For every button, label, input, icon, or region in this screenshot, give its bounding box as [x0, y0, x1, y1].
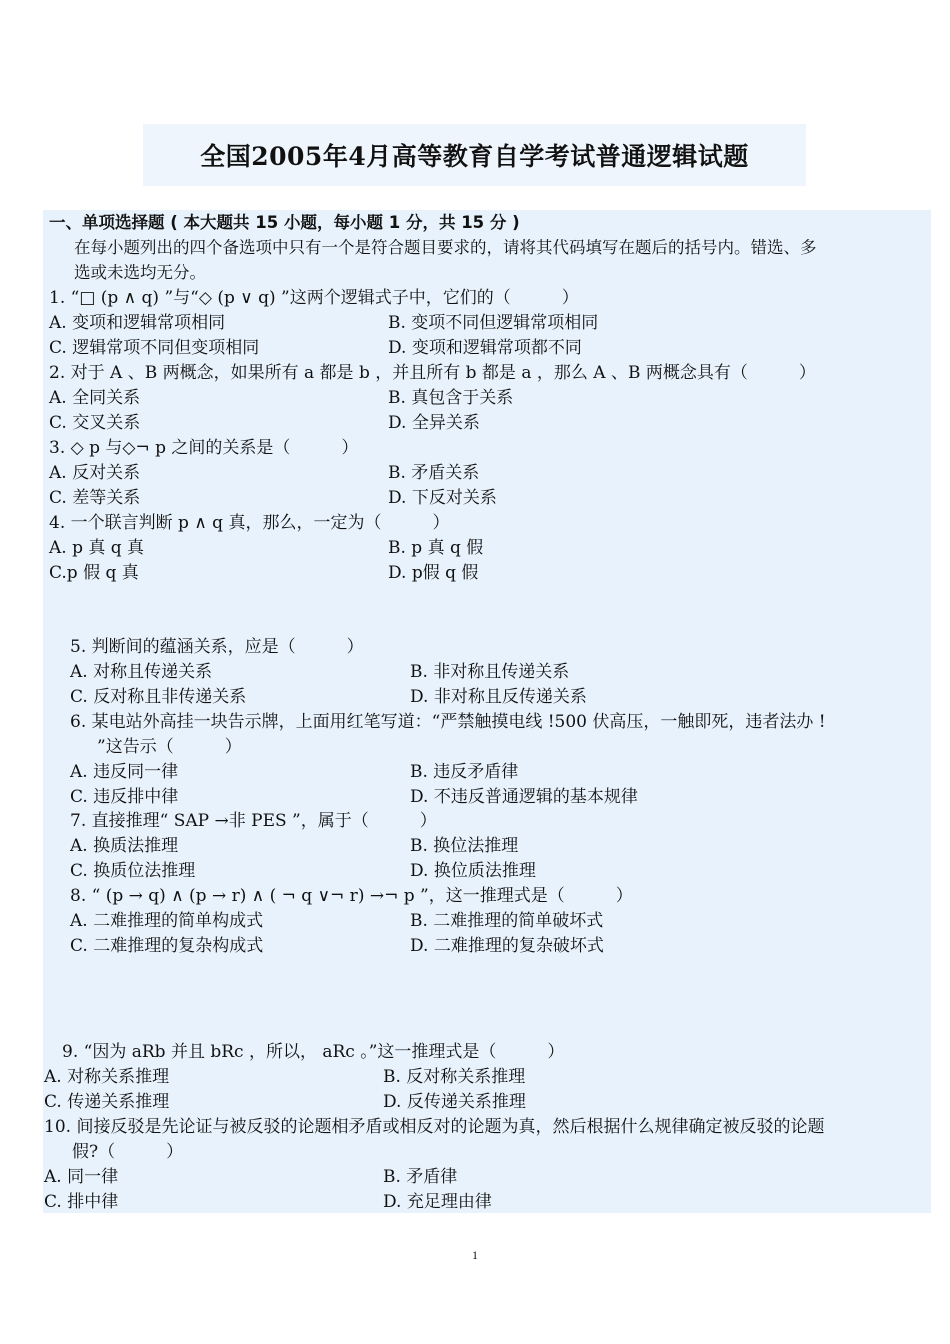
- question-4-option-d: D. p假 q 假: [388, 563, 479, 583]
- title-box: [143, 124, 806, 186]
- question-1-option-c: C. 逻辑常项不同但变项相同: [49, 338, 260, 358]
- question-9-stem: 9. “因为 aRb 并且 bRc ，所以， aRc 。”这一推理式是（ ）: [62, 1042, 565, 1062]
- question-9-option-c: C. 传递关系推理: [44, 1092, 170, 1112]
- question-9-option-b: B. 反对称关系推理: [383, 1067, 526, 1087]
- question-1-option-a: A. 变项和逻辑常项相同: [49, 313, 226, 333]
- question-8-option-b: B. 二难推理的简单破坏式: [410, 911, 604, 931]
- question-4-stem: 4. 一个联言判断 p ∧ q 真，那么，一定为（ ）: [49, 513, 450, 533]
- question-5-option-b: B. 非对称且传递关系: [410, 662, 570, 682]
- question-5-option-d: D. 非对称且反传递关系: [410, 687, 587, 707]
- question-2-option-c: C. 交叉关系: [49, 413, 141, 433]
- question-7-stem: 7. 直接推理“ SAP →非 PES ”，属于（ ）: [70, 811, 437, 831]
- question-2-option-a: A. 全同关系: [49, 388, 141, 408]
- question-2-option-b: B. 真包含于关系: [388, 388, 514, 408]
- question-7-option-b: B. 换位法推理: [410, 836, 519, 856]
- section-heading: 一、单项选择题 ( 本大题共 15 小题，每小题 1 分，共 15 分 ): [49, 213, 520, 232]
- question-2-option-d: D. 全异关系: [388, 413, 480, 433]
- question-10-option-b: B. 矛盾律: [383, 1167, 458, 1187]
- section-instructions-line2: 选或未选均无分。: [74, 263, 206, 282]
- question-3-option-d: D. 下反对关系: [388, 488, 497, 508]
- question-6-option-a: A. 违反同一律: [70, 762, 179, 782]
- question-9-option-d: D. 反传递关系推理: [383, 1092, 526, 1112]
- question-10-option-c: C. 排中律: [44, 1192, 119, 1212]
- question-10-option-d: D. 充足理由律: [383, 1192, 492, 1212]
- question-8-stem: 8. “ (p → q) ∧ (p → r) ∧ ( ¬ q ∨¬ r) →¬ p ”，这一推理式是（ ）: [70, 886, 633, 906]
- question-1-stem: 1. “□ (p ∧ q) ”与“◇ (p ∨ q) ”这两个逻辑式子中，它们的（ ）: [49, 288, 579, 308]
- question-2-stem: 2. 对于 A 、B 两概念，如果所有 a 都是 b ，并且所有 b 都是 a ，那么 A 、B 两概念具有（ ）: [49, 363, 816, 383]
- question-5-option-a: A. 对称且传递关系: [70, 662, 213, 682]
- question-5-stem: 5. 判断间的蕴涵关系，应是（ ）: [70, 637, 364, 657]
- question-4-option-a: A. p 真 q 真: [49, 538, 145, 558]
- question-6-option-d: D. 不违反普通逻辑的基本规律: [410, 787, 638, 807]
- question-3-option-b: B. 矛盾关系: [388, 463, 480, 483]
- page-title: 全国2005年4月高等教育自学考试普通逻辑试题: [200, 142, 749, 171]
- question-10-stem: 10. 间接反驳是先论证与被反驳的论题相矛盾或相反对的论题为真，然后根据什么规律确定被反驳的论题: [44, 1117, 825, 1137]
- question-6-option-c: C. 违反排中律: [70, 787, 179, 807]
- question-5-option-c: C. 反对称且非传递关系: [70, 687, 247, 707]
- question-10-stem-continued: 假?（ ）: [72, 1142, 184, 1162]
- question-7-option-c: C. 换质位法推理: [70, 861, 196, 881]
- question-7-option-a: A. 换质法推理: [70, 836, 179, 856]
- question-1-option-b: B. 变项不同但逻辑常项相同: [388, 313, 599, 333]
- question-8-option-d: D. 二难推理的复杂破坏式: [410, 936, 604, 956]
- question-8-option-a: A. 二难推理的简单构成式: [70, 911, 264, 931]
- question-8-option-c: C. 二难推理的复杂构成式: [70, 936, 264, 956]
- question-3-stem: 3. ◇ p 与◇¬ p 之间的关系是（ ）: [49, 438, 359, 458]
- question-6-stem: 6. 某电站外高挂一块告示牌，上面用红笔写道：“严禁触摸电线 !500 伏高压，一触即死，违者法办 !: [70, 712, 826, 732]
- question-1-option-d: D. 变项和逻辑常项都不同: [388, 338, 582, 358]
- page-number: 1: [472, 1248, 478, 1262]
- question-4-option-b: B. p 真 q 假: [388, 538, 484, 558]
- question-6-stem-continued: ”这告示（ ）: [97, 737, 242, 757]
- question-3-option-a: A. 反对关系: [49, 463, 141, 483]
- question-6-option-b: B. 违反矛盾律: [410, 762, 519, 782]
- question-3-option-c: C. 差等关系: [49, 488, 141, 508]
- question-10-option-a: A. 同一律: [44, 1167, 119, 1187]
- section-instructions-line1: 在每小题列出的四个备选项中只有一个是符合题目要求的，请将其代码填写在题后的括号内。错选、多: [74, 238, 817, 257]
- question-4-option-c: C.p 假 q 真: [49, 563, 139, 583]
- question-7-option-d: D. 换位质法推理: [410, 861, 536, 881]
- question-9-option-a: A. 对称关系推理: [44, 1067, 170, 1087]
